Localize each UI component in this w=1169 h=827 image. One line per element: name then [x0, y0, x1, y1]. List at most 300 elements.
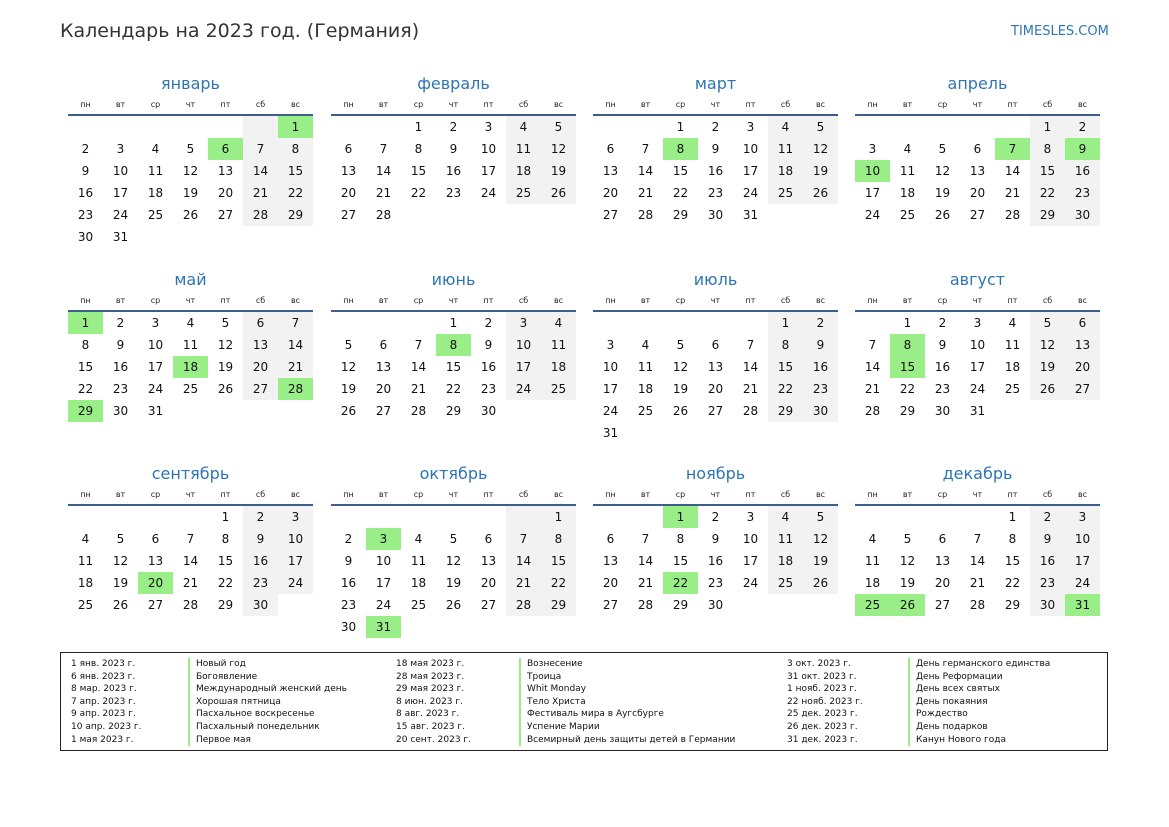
- day-cell: 24: [480, 186, 497, 200]
- day-cell: 10: [480, 142, 497, 156]
- day-cell: 8: [541, 528, 576, 550]
- day-cell: 28: [637, 598, 654, 612]
- day-cell: 12: [182, 164, 199, 178]
- day-cell: 20: [480, 576, 497, 590]
- day-cell: 27: [217, 208, 234, 222]
- day-cell: 12: [672, 360, 689, 374]
- day-cell: 23: [77, 208, 94, 222]
- holiday-date: 8 июн. 2023 г.: [396, 696, 463, 707]
- day-cell: 6: [151, 532, 160, 546]
- day-cell-holiday: 3: [366, 528, 401, 550]
- day-cell: 14: [506, 550, 541, 572]
- day-cell: 12: [934, 164, 951, 178]
- weekday-label: ср: [413, 296, 424, 305]
- day-cell: 29: [672, 208, 689, 222]
- day-cell: 9: [1030, 528, 1065, 550]
- day-cell: 2: [449, 120, 458, 134]
- weekday-label: пн: [343, 490, 354, 499]
- day-cell: 11: [768, 138, 803, 160]
- day-cell: 15: [278, 160, 313, 182]
- day-grid: [593, 506, 838, 616]
- day-cell-empty: [628, 116, 663, 138]
- weekday-header: [331, 488, 576, 506]
- weekday-header: [855, 488, 1100, 506]
- day-cell: 22: [541, 572, 576, 594]
- weekday-label: сб: [518, 296, 529, 305]
- month-name: октябрь: [419, 464, 488, 483]
- holiday-date: 8 авг. 2023 г.: [396, 709, 460, 720]
- day-cell: 18: [541, 356, 576, 378]
- day-cell: 9: [938, 338, 947, 352]
- day-cell: 25: [899, 208, 916, 222]
- day-cell: 12: [1030, 334, 1065, 356]
- day-cell: 30: [77, 230, 94, 244]
- weekday-label: пт: [745, 296, 756, 305]
- day-cell: 16: [340, 576, 357, 590]
- day-cell: 23: [934, 382, 951, 396]
- day-cell: 22: [1004, 576, 1021, 590]
- day-cell: 21: [506, 572, 541, 594]
- day-cell: 27: [375, 404, 392, 418]
- day-cell: 10: [506, 334, 541, 356]
- month-name: ноябрь: [685, 464, 746, 483]
- day-cell: 31: [112, 230, 129, 244]
- day-cell: 23: [112, 382, 129, 396]
- day-cell: 25: [410, 598, 427, 612]
- day-cell: 26: [217, 382, 234, 396]
- day-cell: 25: [637, 404, 654, 418]
- day-cell: 3: [746, 510, 755, 524]
- holiday-name: День Реформации: [908, 671, 1003, 684]
- day-cell: 1: [449, 316, 458, 330]
- weekday-label: пн: [605, 490, 616, 499]
- day-cell: 9: [116, 338, 125, 352]
- weekday-label: чт: [710, 296, 721, 305]
- day-cell: 6: [606, 142, 615, 156]
- day-cell: 9: [449, 142, 458, 156]
- day-cell: 6: [379, 338, 388, 352]
- month-name: июнь: [431, 270, 476, 289]
- day-cell: 14: [742, 360, 759, 374]
- day-cell: 8: [278, 138, 313, 160]
- day-cell: 17: [480, 164, 497, 178]
- day-cell: 16: [707, 164, 724, 178]
- day-cell: 21: [278, 356, 313, 378]
- day-cell: 5: [676, 338, 685, 352]
- day-cell: 24: [147, 382, 164, 396]
- day-cell-holiday: 6: [208, 138, 243, 160]
- weekday-label: чт: [972, 490, 983, 499]
- day-cell: 2: [116, 316, 125, 330]
- day-cell: 13: [602, 164, 619, 178]
- day-cell: 8: [768, 334, 803, 356]
- holiday-name: Канун Нового года: [908, 734, 1006, 747]
- day-grid: [68, 506, 313, 616]
- weekday-label: сб: [518, 100, 529, 109]
- day-cell: 4: [1008, 316, 1017, 330]
- day-cell: 13: [602, 554, 619, 568]
- day-cell: 19: [934, 186, 951, 200]
- month-1: [68, 74, 313, 248]
- day-cell: 18: [147, 186, 164, 200]
- weekday-label: пн: [867, 100, 878, 109]
- holiday-date: 6 янв. 2023 г.: [71, 671, 136, 682]
- day-cell: 24: [112, 208, 129, 222]
- month-3: [593, 74, 838, 226]
- day-cell: 3: [484, 120, 493, 134]
- day-cell-holiday: 9: [1065, 138, 1100, 160]
- month-4: [855, 74, 1100, 226]
- day-cell: 7: [278, 312, 313, 334]
- holiday-date: 29 мая 2023 г.: [396, 684, 465, 695]
- day-cell: 20: [217, 186, 234, 200]
- day-cell: 2: [711, 510, 720, 524]
- holiday-date: 10 апр. 2023 г.: [71, 721, 142, 732]
- day-cell: 3: [1065, 506, 1100, 528]
- weekday-label: пн: [605, 296, 616, 305]
- day-cell: 8: [81, 338, 90, 352]
- day-grid: [331, 506, 576, 638]
- day-cell: 7: [746, 338, 755, 352]
- day-cell-empty: [733, 312, 768, 334]
- holiday-date: 1 нояб. 2023 г.: [787, 684, 858, 695]
- day-cell: 5: [938, 142, 947, 156]
- weekday-header: [593, 98, 838, 116]
- day-cell: 27: [1065, 378, 1100, 400]
- day-cell: 29: [899, 404, 916, 418]
- weekday-label: ср: [150, 296, 161, 305]
- day-cell: 25: [768, 182, 803, 204]
- day-cell-holiday: 26: [890, 594, 925, 616]
- month-name: январь: [161, 74, 220, 93]
- day-cell-holiday: 8: [663, 138, 698, 160]
- day-cell: 20: [602, 576, 619, 590]
- day-cell: 9: [711, 142, 720, 156]
- weekday-label: ср: [413, 490, 424, 499]
- day-cell-holiday: 7: [995, 138, 1030, 160]
- weekday-label: вт: [378, 490, 389, 499]
- weekday-label: сб: [518, 490, 529, 499]
- day-cell: 16: [445, 164, 462, 178]
- day-cell: 6: [606, 532, 615, 546]
- day-cell-empty: [243, 116, 278, 138]
- holiday-date: 8 мар. 2023 г.: [71, 684, 137, 695]
- day-cell: 4: [414, 532, 423, 546]
- day-cell: 22: [672, 186, 689, 200]
- day-cell: 10: [602, 360, 619, 374]
- day-cell: 1: [903, 316, 912, 330]
- day-cell: 23: [707, 186, 724, 200]
- day-cell: 5: [903, 532, 912, 546]
- day-cell: 28: [864, 404, 881, 418]
- day-cell-empty: [628, 506, 663, 528]
- day-cell-empty: [366, 506, 401, 528]
- day-cell: 5: [221, 316, 230, 330]
- day-grid: [855, 312, 1100, 422]
- day-cell: 23: [445, 186, 462, 200]
- day-cell: 30: [243, 594, 278, 616]
- day-cell: 25: [147, 208, 164, 222]
- day-cell-empty: [890, 116, 925, 138]
- day-cell: 16: [112, 360, 129, 374]
- weekday-label: сб: [1042, 490, 1053, 499]
- day-cell-empty: [593, 116, 628, 138]
- day-cell-empty: [960, 116, 995, 138]
- day-cell: 23: [340, 598, 357, 612]
- holiday-date: 20 сент. 2023 г.: [396, 734, 472, 745]
- day-cell: 6: [973, 142, 982, 156]
- day-cell: 11: [77, 554, 94, 568]
- holiday-date: 31 окт. 2023 г.: [787, 671, 857, 682]
- day-cell: 27: [602, 208, 619, 222]
- day-cell: 18: [768, 550, 803, 572]
- day-cell: 9: [711, 532, 720, 546]
- day-cell: 2: [711, 120, 720, 134]
- day-cell-empty: [103, 116, 138, 138]
- day-cell: 10: [742, 532, 759, 546]
- day-cell-empty: [138, 116, 173, 138]
- weekday-label: вс: [553, 296, 564, 305]
- day-cell: 13: [340, 164, 357, 178]
- day-cell-empty: [331, 116, 366, 138]
- day-cell-empty: [173, 506, 208, 528]
- day-cell: 31: [147, 404, 164, 418]
- day-cell: 28: [182, 598, 199, 612]
- day-cell: 7: [973, 532, 982, 546]
- day-cell: 10: [147, 338, 164, 352]
- day-cell: 9: [484, 338, 493, 352]
- weekday-label: вт: [115, 296, 126, 305]
- day-cell: 12: [340, 360, 357, 374]
- weekday-label: чт: [972, 296, 983, 305]
- month-name: август: [949, 270, 1006, 289]
- holiday-name: День покаяния: [908, 696, 988, 709]
- day-cell: 28: [410, 404, 427, 418]
- weekday-label: пн: [80, 490, 91, 499]
- day-cell: 31: [602, 426, 619, 440]
- day-cell-empty: [68, 116, 103, 138]
- month-name: апрель: [947, 74, 1008, 93]
- holiday-name: Хорошая пятница: [188, 696, 281, 709]
- weekday-label: сб: [1042, 100, 1053, 109]
- day-cell: 12: [541, 138, 576, 160]
- day-cell: 27: [969, 208, 986, 222]
- weekday-label: пн: [605, 100, 616, 109]
- day-cell: 18: [899, 186, 916, 200]
- day-cell-empty: [68, 506, 103, 528]
- day-cell: 1: [768, 312, 803, 334]
- day-cell-holiday: 1: [278, 116, 313, 138]
- day-cell: 7: [868, 338, 877, 352]
- holiday-date: 22 нояб. 2023 г.: [787, 696, 863, 707]
- holiday-name: Пасхальное воскресенье: [188, 708, 315, 721]
- day-cell: 20: [969, 186, 986, 200]
- day-cell: 21: [742, 382, 759, 396]
- day-cell: 16: [1065, 160, 1100, 182]
- day-cell: 15: [410, 164, 427, 178]
- day-cell: 21: [375, 186, 392, 200]
- day-cell: 19: [1030, 356, 1065, 378]
- day-cell: 14: [278, 334, 313, 356]
- day-cell: 5: [449, 532, 458, 546]
- weekday-label: сб: [780, 100, 791, 109]
- day-cell-empty: [366, 116, 401, 138]
- weekday-label: пн: [867, 490, 878, 499]
- day-cell: 22: [410, 186, 427, 200]
- day-cell: 8: [414, 142, 423, 156]
- day-cell: 21: [637, 186, 654, 200]
- weekday-label: вт: [115, 490, 126, 499]
- holiday-date: 28 мая 2023 г.: [396, 671, 465, 682]
- day-cell: 16: [1030, 550, 1065, 572]
- day-cell: 15: [1030, 160, 1065, 182]
- day-cell-empty: [890, 506, 925, 528]
- month-name: июль: [693, 270, 738, 289]
- weekday-label: чт: [448, 490, 459, 499]
- day-cell: 30: [707, 598, 724, 612]
- day-cell: 19: [672, 382, 689, 396]
- day-cell-empty: [663, 312, 698, 334]
- day-cell: 19: [340, 382, 357, 396]
- day-cell: 17: [864, 186, 881, 200]
- day-cell: 23: [707, 576, 724, 590]
- holiday-date: 1 янв. 2023 г.: [71, 659, 136, 669]
- day-cell: 26: [112, 598, 129, 612]
- day-cell: 11: [899, 164, 916, 178]
- day-cell: 28: [742, 404, 759, 418]
- weekday-header: [331, 98, 576, 116]
- day-cell: 6: [711, 338, 720, 352]
- day-cell: 7: [379, 142, 388, 156]
- weekday-label: вс: [815, 490, 826, 499]
- day-cell: 24: [864, 208, 881, 222]
- weekday-label: чт: [710, 490, 721, 499]
- day-cell: 28: [1004, 208, 1021, 222]
- day-cell-empty: [593, 312, 628, 334]
- day-cell: 20: [934, 576, 951, 590]
- holiday-name: Международный женский день: [188, 683, 347, 696]
- holiday-name: Вознесение: [519, 658, 583, 671]
- month-10: [331, 464, 576, 638]
- day-cell: 10: [112, 164, 129, 178]
- day-cell: 29: [217, 598, 234, 612]
- weekday-label: ср: [150, 100, 161, 109]
- weekday-label: сб: [780, 490, 791, 499]
- day-cell: 2: [938, 316, 947, 330]
- day-cell: 20: [340, 186, 357, 200]
- day-cell-empty: [138, 506, 173, 528]
- day-cell: 14: [243, 160, 278, 182]
- day-cell: 5: [1030, 312, 1065, 334]
- day-cell: 6: [344, 142, 353, 156]
- weekday-label: пт: [220, 100, 231, 109]
- holiday-date: 3 окт. 2023 г.: [787, 659, 851, 669]
- day-cell: 2: [484, 316, 493, 330]
- day-cell: 29: [445, 404, 462, 418]
- day-cell: 12: [803, 138, 838, 160]
- day-cell-empty: [628, 312, 663, 334]
- day-cell: 28: [969, 598, 986, 612]
- day-cell: 29: [1004, 598, 1021, 612]
- day-cell: 8: [676, 532, 685, 546]
- weekday-header: [68, 294, 313, 312]
- day-cell: 30: [934, 404, 951, 418]
- weekday-label: пт: [745, 490, 756, 499]
- day-cell: 4: [541, 312, 576, 334]
- holiday-name: День германского единства: [908, 658, 1050, 671]
- weekday-label: чт: [972, 100, 983, 109]
- day-cell: 27: [480, 598, 497, 612]
- day-cell: 5: [186, 142, 195, 156]
- day-cell: 4: [903, 142, 912, 156]
- month-name: сентябрь: [151, 464, 230, 483]
- day-cell: 28: [506, 594, 541, 616]
- day-cell: 25: [182, 382, 199, 396]
- weekday-label: ср: [937, 490, 948, 499]
- weekday-label: вс: [1077, 296, 1088, 305]
- day-cell: 24: [602, 404, 619, 418]
- day-cell: 13: [969, 164, 986, 178]
- day-cell: 26: [340, 404, 357, 418]
- holiday-date: 7 апр. 2023 г.: [71, 696, 136, 707]
- weekday-label: ср: [413, 100, 424, 109]
- site-brand-link[interactable]: TIMESLES.COM: [1011, 24, 1109, 39]
- day-cell: 13: [1065, 334, 1100, 356]
- weekday-label: ср: [675, 490, 686, 499]
- day-cell: 17: [602, 382, 619, 396]
- day-cell: 3: [868, 142, 877, 156]
- month-name: декабрь: [942, 464, 1013, 483]
- day-cell: 18: [410, 576, 427, 590]
- day-cell: 7: [641, 532, 650, 546]
- weekday-label: сб: [255, 296, 266, 305]
- day-cell: 4: [868, 532, 877, 546]
- day-cell: 10: [278, 528, 313, 550]
- day-grid: [331, 116, 576, 226]
- weekday-label: ср: [675, 296, 686, 305]
- weekday-header: [68, 488, 313, 506]
- day-cell: 27: [602, 598, 619, 612]
- day-cell: 7: [243, 138, 278, 160]
- day-cell: 16: [480, 360, 497, 374]
- day-cell: 26: [934, 208, 951, 222]
- day-cell: 24: [506, 378, 541, 400]
- day-cell: 8: [1030, 138, 1065, 160]
- day-cell: 1: [676, 120, 685, 134]
- weekday-label: сб: [255, 100, 266, 109]
- weekday-label: ср: [150, 490, 161, 499]
- day-cell: 17: [969, 360, 986, 374]
- weekday-label: чт: [448, 296, 459, 305]
- weekday-label: чт: [710, 100, 721, 109]
- weekday-label: сб: [255, 490, 266, 499]
- month-8: [855, 270, 1100, 422]
- day-cell: 10: [375, 554, 392, 568]
- day-cell: 20: [375, 382, 392, 396]
- day-cell: 4: [768, 116, 803, 138]
- holiday-name: Фестиваль мира в Аугсбурге: [519, 708, 664, 721]
- weekday-label: сб: [1042, 296, 1053, 305]
- holiday-name: Рождество: [908, 708, 968, 721]
- month-5: [68, 270, 313, 422]
- day-cell: 11: [410, 554, 427, 568]
- day-cell: 13: [375, 360, 392, 374]
- day-cell: 2: [81, 142, 90, 156]
- weekday-header: [68, 98, 313, 116]
- day-cell-holiday: 22: [663, 572, 698, 594]
- day-cell-empty: [331, 312, 366, 334]
- day-cell-holiday: 1: [68, 312, 103, 334]
